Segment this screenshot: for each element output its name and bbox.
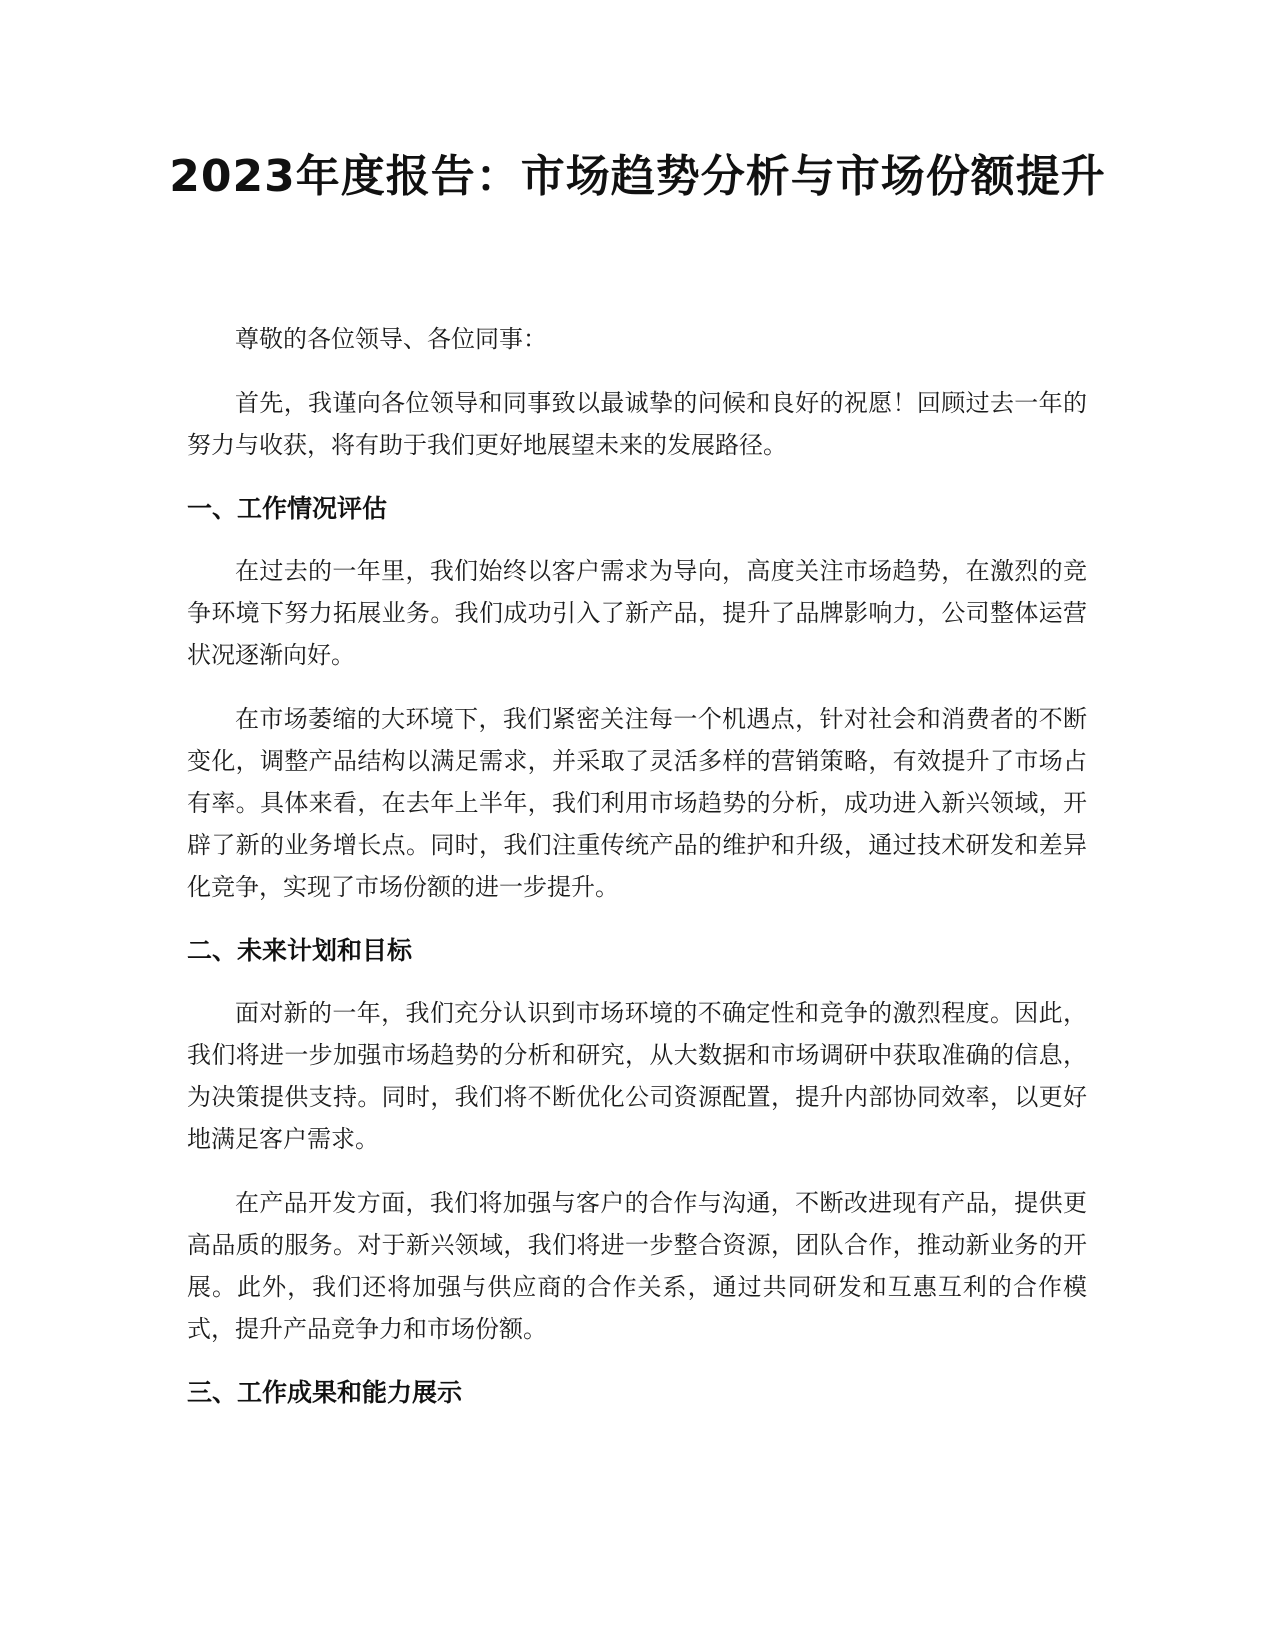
section-heading: 二、未来计划和目标 (187, 936, 413, 965)
document-body (187, 318, 1087, 1434)
body-paragraph: 在过去的一年里，我们始终以客户需求为导向，高度关注市场趋势，在激烈的竞争环境下努力拓展业务。我们成功引入了新产品，提升了品牌影响力，公司整体运营状况逐渐向好。 (187, 557, 1087, 669)
section-work-evaluation (187, 488, 1087, 908)
section-heading: 三、工作成果和能力展示 (187, 1378, 463, 1407)
body-paragraph: 在产品开发方面，我们将加强与客户的合作与沟通，不断改进现有产品，提供更高品质的服务。对于新兴领域，我们将进一步整合资源，团队合作，推动新业务的开展。此外，我们还将加强与供应商的合作关系，通过共同研发和互惠互利的合作模式，提升产品竞争力和市场份额。 (187, 1189, 1087, 1343)
section-heading: 一、工作情况评估 (187, 494, 388, 523)
body-paragraph: 面对新的一年，我们充分认识到市场环境的不确定性和竞争的激烈程度。因此，我们将进一步加强市场趋势的分析和研究，从大数据和市场调研中获取准确的信息，为决策提供支持。同时，我们将不断优化公司资源配置，提升内部协同效率，以更好地满足客户需求。 (187, 999, 1087, 1153)
section-achievements (187, 1372, 1087, 1414)
document-title: 2023年度报告：市场趋势分析与市场份额提升 (169, 151, 1106, 202)
intro-paragraph: 首先，我谨向各位领导和同事致以最诚挚的问候和良好的祝愿！回顾过去一年的努力与收获，将有助于我们更好地展望未来的发展路径。 (187, 389, 1087, 459)
salutation: 尊敬的各位领导、各位同事： (235, 325, 547, 353)
body-paragraph: 在市场萎缩的大环境下，我们紧密关注每一个机遇点，针对社会和消费者的不断变化，调整产品结构以满足需求，并采取了灵活多样的营销策略，有效提升了市场占有率。具体来看，在去年上半年，我们利用市场趋势的分析，成功进入新兴领域，开辟了新的业务增长点。同时，我们注重传统产品的维护和升级，通过技术研发和差异化竞争，实现了市场份额的进一步提升。 (187, 705, 1087, 901)
section-future-plans (187, 930, 1087, 1350)
